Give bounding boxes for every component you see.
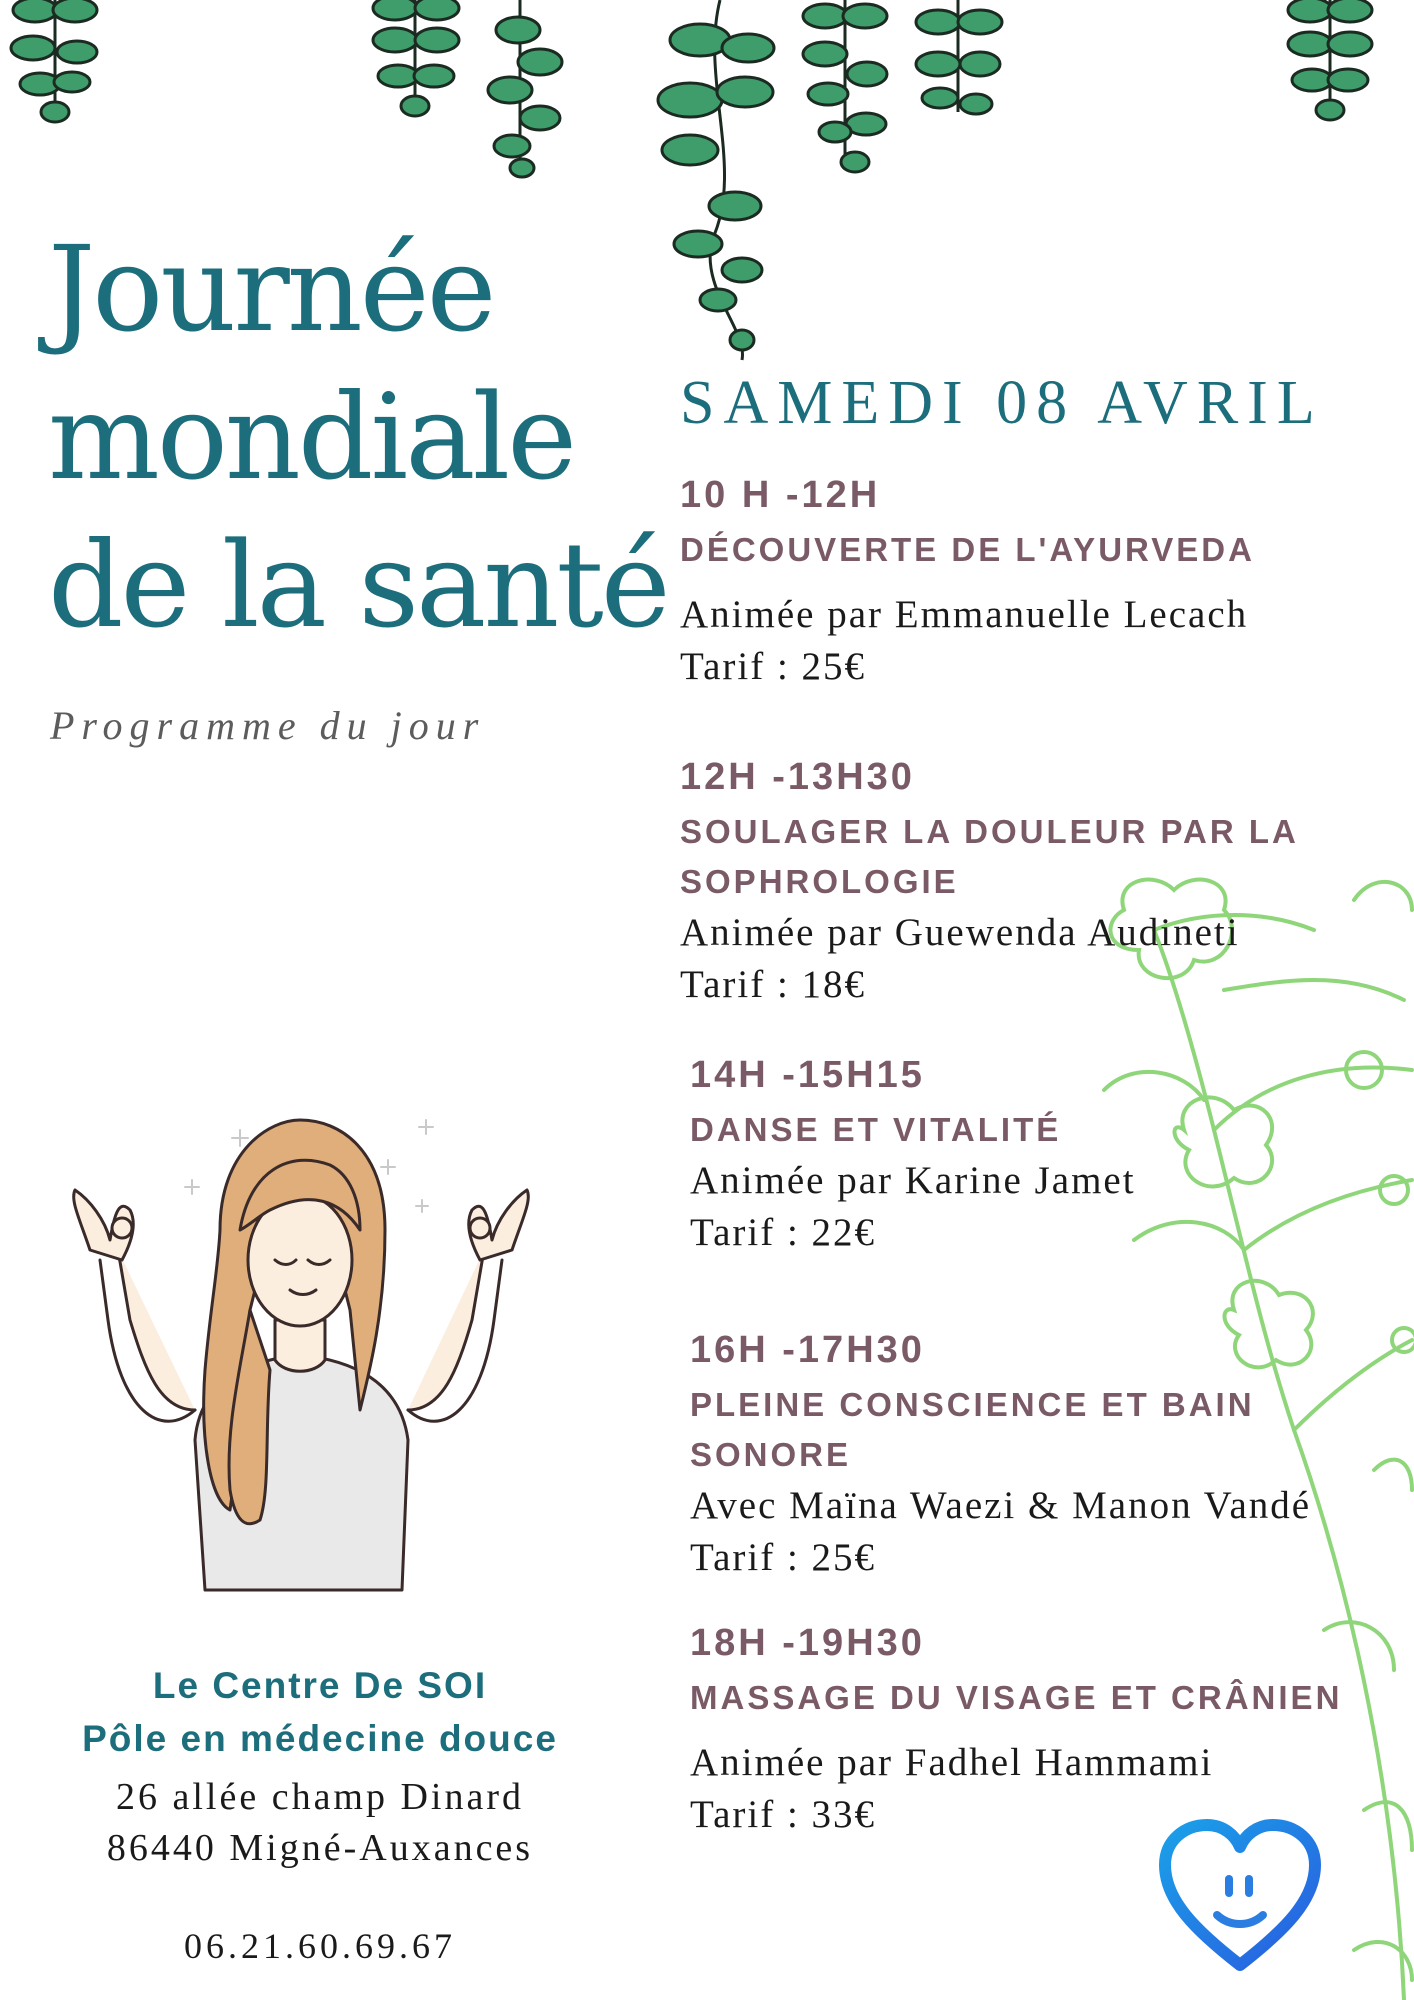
schedule-item <box>690 1050 1380 1259</box>
event-price: Tarif : 33€ <box>690 1793 877 1836</box>
title-line-1: Journée <box>48 220 494 358</box>
address-line-2: 86440 Migné-Auxances <box>106 1827 534 1869</box>
event-name: MASSAGE DU VISAGE ET CRÂNIEN <box>690 1679 1343 1716</box>
event-time: 18H -19H30 <box>690 1622 925 1664</box>
event-price: Tarif : 22€ <box>690 1211 877 1254</box>
phone-number: 06.21.60.69.67 <box>184 1926 456 1966</box>
page-title <box>48 215 668 659</box>
event-host: Avec Maïna Waezi & Manon Vandé <box>690 1484 1312 1527</box>
schedule-item <box>690 1618 1390 1841</box>
schedule-item <box>680 470 1370 693</box>
schedule-item <box>690 1325 1330 1584</box>
event-time: 14H -15H15 <box>690 1054 925 1096</box>
event-time: 16H -17H30 <box>690 1329 925 1371</box>
title-line-3: de la santé <box>48 516 668 654</box>
organizer-tagline: Pôle en médecine douce <box>82 1718 558 1759</box>
event-name: DANSE ET VITALITÉ <box>690 1111 1062 1148</box>
event-price: Tarif : 18€ <box>680 963 867 1006</box>
event-time: 12H -13H30 <box>680 756 915 798</box>
event-host: Animée par Fadhel Hammami <box>690 1741 1214 1784</box>
organizer-name: Le Centre De SOI <box>152 1665 488 1706</box>
event-host: Animée par Emmanuelle Lecach <box>680 593 1249 636</box>
woman-meditating-illustration <box>30 1110 590 1610</box>
event-price: Tarif : 25€ <box>690 1536 877 1579</box>
subtitle: Programme du jour <box>50 703 486 748</box>
event-price: Tarif : 25€ <box>680 645 867 688</box>
title-line-2: mondiale <box>48 368 575 506</box>
schedule-item <box>680 752 1360 1011</box>
event-time: 10 H -12H <box>680 474 881 516</box>
event-date: SAMEDI 08 AVRIL <box>680 369 1324 437</box>
event-name: DÉCOUVERTE DE L'AYURVEDA <box>680 531 1255 568</box>
heart-logo-icon <box>1155 1815 1325 1975</box>
address-line-1: 26 allée champ Dinard <box>115 1776 525 1818</box>
event-name: SOULAGER LA DOULEUR PAR LA SOPHROLOGIE <box>680 813 1298 900</box>
event-name: PLEINE CONSCIENCE ET BAIN SONORE <box>690 1386 1255 1473</box>
event-host: Animée par Guewenda Audineti <box>680 911 1240 954</box>
event-host: Animée par Karine Jamet <box>690 1159 1136 1202</box>
